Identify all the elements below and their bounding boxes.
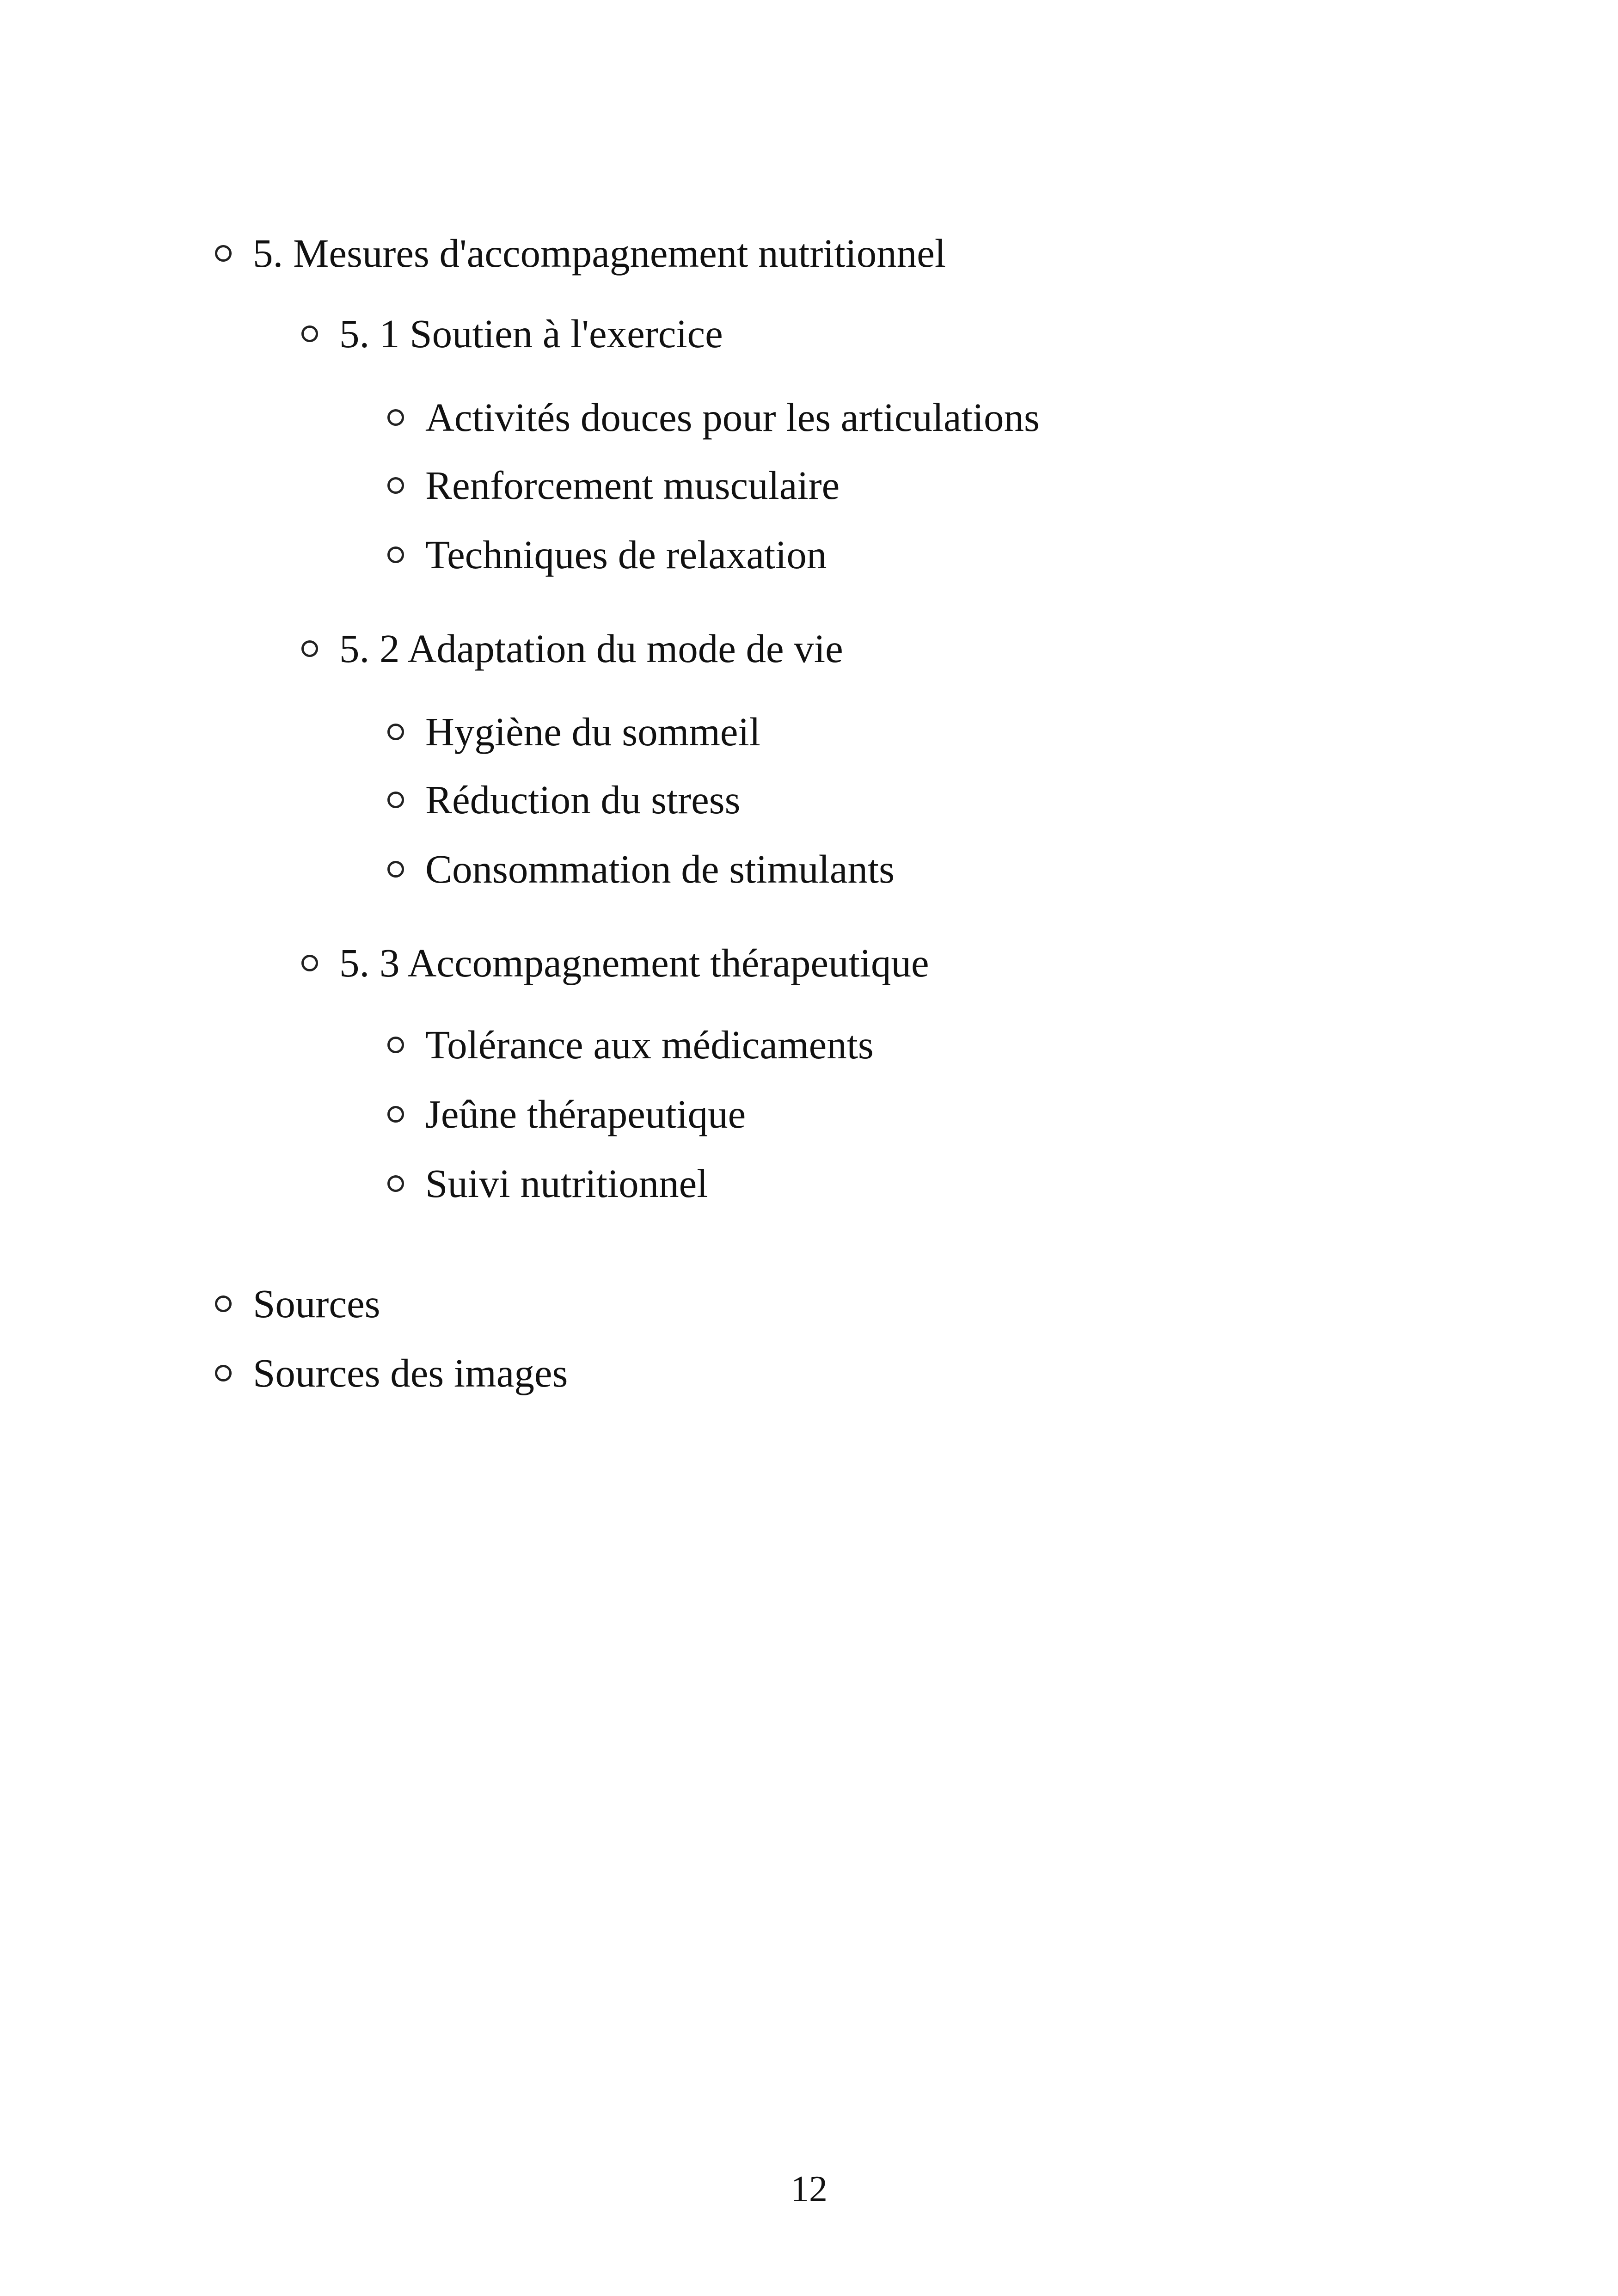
toc-entry-label: 5. 3 Accompagnement thérapeutique <box>339 940 929 985</box>
toc-entry-label: Consommation de stimulants <box>425 847 895 891</box>
toc-entry-sources[interactable] <box>215 1278 380 1329</box>
circle-bullet-icon <box>387 792 404 808</box>
circle-bullet-icon <box>387 724 404 740</box>
circle-bullet-icon <box>215 1295 232 1312</box>
toc-entry-item[interactable] <box>387 774 740 825</box>
toc-entry-label: Activités douces pour les articulations <box>425 395 1040 440</box>
circle-bullet-icon <box>301 325 318 342</box>
toc-entry-item[interactable] <box>387 1019 874 1070</box>
toc-entry-item[interactable] <box>387 1089 746 1140</box>
toc-entry-image-sources[interactable] <box>215 1348 568 1399</box>
toc-entry-label: 5. Mesures d'accompagnement nutritionnel <box>253 231 946 276</box>
toc-entry-section-5-1[interactable] <box>301 308 723 359</box>
circle-bullet-icon <box>215 245 232 262</box>
toc-entry-label: Réduction du stress <box>425 777 741 822</box>
toc-entry-item[interactable] <box>387 706 760 757</box>
toc-entry-item[interactable] <box>387 460 840 511</box>
circle-bullet-icon <box>387 546 404 563</box>
circle-bullet-icon <box>387 1037 404 1053</box>
toc-entry-item[interactable] <box>387 1158 708 1209</box>
toc-entry-label: Renforcement musculaire <box>425 463 840 508</box>
circle-bullet-icon <box>387 1175 404 1192</box>
toc-entry-label: 5. 1 Soutien à l'exercice <box>339 311 723 356</box>
circle-bullet-icon <box>301 640 318 657</box>
toc-entry-label: Hygiène du sommeil <box>425 709 760 754</box>
toc-entry-section-5-3[interactable] <box>301 938 929 988</box>
toc-entry-section-5-2[interactable] <box>301 623 843 674</box>
toc-entry-label: Sources <box>253 1281 380 1326</box>
toc-entry-label: 5. 2 Adaptation du mode de vie <box>339 626 843 671</box>
toc-entry-label: Techniques de relaxation <box>425 532 827 577</box>
circle-bullet-icon <box>387 1106 404 1123</box>
circle-bullet-icon <box>301 955 318 971</box>
toc-entry-item[interactable] <box>387 844 895 895</box>
toc-entry-label: Tolérance aux médicaments <box>425 1022 874 1067</box>
toc-entry-section-5[interactable] <box>215 228 946 279</box>
page-number: 12 <box>791 2169 827 2210</box>
toc-entry-item[interactable] <box>387 529 827 580</box>
circle-bullet-icon <box>215 1365 232 1381</box>
toc-entry-label: Sources des images <box>253 1351 568 1395</box>
toc-entry-label: Suivi nutritionnel <box>425 1161 708 1206</box>
toc-entry-label: Jeûne thérapeutique <box>425 1092 746 1136</box>
circle-bullet-icon <box>387 477 404 494</box>
circle-bullet-icon <box>387 861 404 878</box>
circle-bullet-icon <box>387 409 404 426</box>
toc-entry-item[interactable] <box>387 392 1040 443</box>
